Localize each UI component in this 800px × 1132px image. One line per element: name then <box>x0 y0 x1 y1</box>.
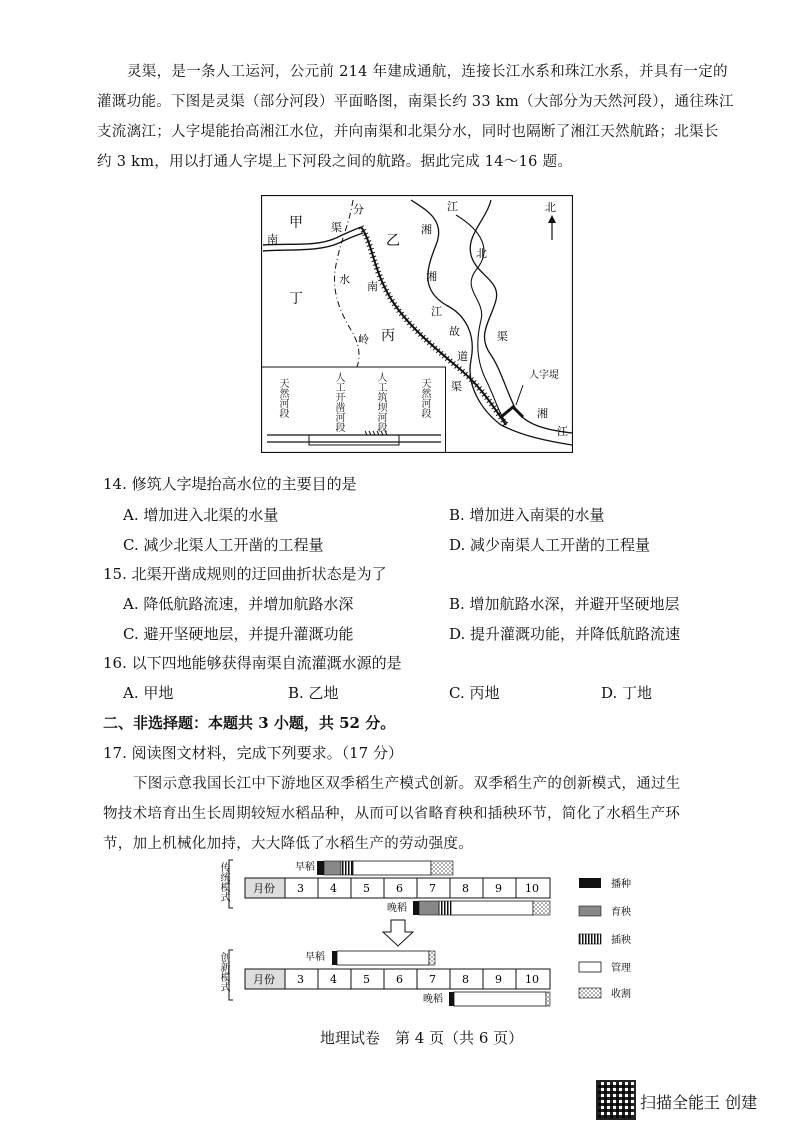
inset-label-natural-right: 天然河段 <box>419 378 430 418</box>
q17-line-2: 物技术培育出生长周期较短水稻品种，从而可以省略育秧和插秧环节，简化了水稻生产环 <box>103 806 681 822</box>
legend-harvest-label: 收割 <box>611 989 631 1000</box>
trad-late-label: 晚稻 <box>387 903 407 914</box>
innov-late-management <box>454 992 546 1006</box>
river-nanqu-upper-bank <box>263 233 363 251</box>
innovative-bracket <box>229 950 233 1000</box>
trad-month-3: 3 <box>297 882 304 895</box>
legend-sowing-label: 播种 <box>611 879 631 890</box>
trad-early-harvest <box>431 861 453 875</box>
q16-option-a[interactable]: A. 甲地 <box>123 684 174 702</box>
innov-late-label: 晚稻 <box>423 994 443 1005</box>
label-bing: 丙 <box>381 328 395 344</box>
label-nan-mid: 南 <box>367 280 378 293</box>
label-bei: 北 <box>476 247 487 260</box>
innov-early-management <box>337 951 429 965</box>
intro-line-1: 灵渠，是一条人工运河，公元前 214 年建成通航，连接长江水系和珠江水系，并具有一定的 <box>127 64 728 80</box>
north-arrow-icon <box>548 215 556 223</box>
trad-early-management <box>353 861 431 875</box>
label-yi: 乙 <box>386 233 400 249</box>
trad-month-5: 5 <box>363 882 370 895</box>
innovative-mode-label: 创新模式 <box>218 952 229 992</box>
innov-early-label: 早稻 <box>305 952 325 963</box>
label-jiang-br: 江 <box>557 425 568 438</box>
label-renzi: 人字堤 <box>529 370 559 381</box>
label-jiang-mid: 江 <box>431 305 442 318</box>
trad-month-8: 8 <box>462 882 469 895</box>
label-ling: 岭 <box>358 333 369 346</box>
innov-month-10: 10 <box>525 973 539 986</box>
innov-month-label: 月份 <box>253 973 275 986</box>
legend-sowing-swatch <box>579 878 601 888</box>
inset-label-dug: 人工开凿河段 <box>333 372 344 432</box>
q16-option-b[interactable]: B. 乙地 <box>288 684 339 702</box>
trad-early-seedling <box>324 861 341 875</box>
q14-option-a[interactable]: A. 增加进入北渠的水量 <box>123 506 279 524</box>
trad-early-transplant <box>341 861 353 875</box>
trad-late-sowing <box>413 901 419 915</box>
innov-early-harvest <box>429 951 435 965</box>
down-arrow-icon <box>383 920 413 946</box>
page-footer: 地理试卷 第 4 页（共 6 页） <box>320 1029 524 1047</box>
q17-line-3: 节，加上机械化加持，大大降低了水稻生产的劳动强度。 <box>103 836 473 852</box>
q15-option-b[interactable]: B. 增加航路水深，并避开坚硬地层 <box>449 595 680 613</box>
trad-month-9: 9 <box>495 882 502 895</box>
lingqu-map <box>261 195 573 453</box>
inset-label-dam: 人工筑坝河段 <box>375 372 386 432</box>
q16-option-d[interactable]: D. 丁地 <box>601 684 653 702</box>
xiang-river-east-bank <box>470 200 572 433</box>
label-xiang-mid: 湘 <box>426 270 437 283</box>
trad-month-label: 月份 <box>253 882 275 895</box>
q17-paragraph <box>103 769 753 859</box>
label-north: 北 <box>545 201 556 214</box>
legend-seedling-swatch <box>579 906 601 916</box>
rice-production-chart <box>213 858 673 1008</box>
q14-option-b[interactable]: B. 增加进入南渠的水量 <box>449 506 605 524</box>
renzi-pointer <box>516 385 523 405</box>
traditional-bracket <box>229 860 233 908</box>
qr-code-icon <box>596 1080 636 1120</box>
label-jia: 甲 <box>289 215 303 231</box>
label-ding: 丁 <box>289 291 303 307</box>
q14-option-c[interactable]: C. 减少北渠人工开凿的工程量 <box>123 536 324 554</box>
innov-month-4: 4 <box>330 973 337 986</box>
label-xiang-br: 湘 <box>537 407 548 420</box>
q15-option-a[interactable]: A. 降低航路流速，并增加航路水深 <box>123 595 354 613</box>
legend-management-label: 管理 <box>611 963 631 974</box>
label-qu: 渠 <box>331 221 342 234</box>
trad-month-7: 7 <box>429 882 436 895</box>
scanner-watermark: 扫描全能王 创建 <box>640 1093 758 1112</box>
legend-seedling-label: 育秧 <box>611 907 631 918</box>
label-qu2: 渠 <box>497 330 508 343</box>
q17-line-1: 下图示意我国长江中下游地区双季稻生产模式创新。双季稻生产的创新模式，通过生 <box>133 776 681 792</box>
trad-late-management <box>451 901 533 915</box>
inset-label-natural-left: 天然河段 <box>277 378 288 418</box>
legend-harvest-swatch <box>579 988 601 998</box>
trad-month-10: 10 <box>525 882 539 895</box>
question-15-stem: 15. 北渠开凿成规则的迂回曲折状态是为了 <box>103 565 387 583</box>
innov-early-sowing <box>332 951 337 965</box>
label-jiang-top: 江 <box>447 200 458 213</box>
label-gu: 故 <box>449 325 460 338</box>
q16-option-c[interactable]: C. 丙地 <box>449 684 500 702</box>
label-fen: 分 <box>353 203 364 216</box>
intro-line-4: 约 3 km，用以打通人字堤上下河段之间的航路。据此完成 14～16 题。 <box>97 154 573 170</box>
label-nan-left: 南 <box>267 233 278 246</box>
trad-month-6: 6 <box>396 882 403 895</box>
innov-late-harvest <box>546 992 550 1006</box>
trad-late-harvest <box>533 901 550 915</box>
q15-option-d[interactable]: D. 提升灌溉功能，并降低航路流速 <box>449 625 681 643</box>
q15-option-c[interactable]: C. 避开坚硬地层，并提升灌溉功能 <box>123 625 354 643</box>
innov-month-5: 5 <box>363 973 370 986</box>
trad-late-seedling <box>419 901 439 915</box>
section-2-heading: 二、非选择题：本题共 3 小题，共 52 分。 <box>103 714 396 732</box>
label-shui: 水 <box>339 273 350 286</box>
label-xiang-top: 湘 <box>421 223 432 236</box>
innov-month-9: 9 <box>495 973 502 986</box>
legend-transplant-swatch <box>579 934 601 944</box>
trad-early-label: 早稻 <box>295 862 315 873</box>
innov-month-3: 3 <box>297 973 304 986</box>
trad-early-sowing <box>317 861 324 875</box>
map-frame <box>262 196 573 453</box>
inset-channel-box <box>309 435 399 445</box>
question-14-stem: 14. 修筑人字堤抬高水位的主要目的是 <box>103 475 357 493</box>
intro-line-3: 支流漓江；人字堤能抬高湘江水位，并向南渠和北渠分水，同时也隔断了湘江天然航路；北渠长 <box>97 124 719 140</box>
renzi-dike <box>501 407 523 417</box>
innov-late-sowing <box>449 992 454 1006</box>
intro-line-2: 灌溉功能。下图是灵渠（部分河段）平面略图，南渠长约 33 km（大部分为天然河段），通往珠江 <box>97 94 734 110</box>
intro-paragraph <box>97 57 737 177</box>
q14-option-d[interactable]: D. 减少南渠人工开凿的工程量 <box>449 536 651 554</box>
label-qu3: 渠 <box>451 380 462 393</box>
question-17-stem: 17. 阅读图文材料，完成下列要求。（17 分） <box>103 744 403 762</box>
innov-month-6: 6 <box>396 973 403 986</box>
trad-late-transplant <box>439 901 451 915</box>
legend-transplant-label: 插秧 <box>611 935 631 946</box>
traditional-mode-label: 传统模式 <box>218 862 229 902</box>
trad-month-4: 4 <box>330 882 337 895</box>
label-dao: 道 <box>457 350 468 363</box>
innov-month-7: 7 <box>429 973 436 986</box>
question-16-stem: 16. 以下四地能够获得南渠自流灌溉水源的是 <box>103 654 402 672</box>
innov-month-8: 8 <box>462 973 469 986</box>
legend-management-swatch <box>579 962 601 972</box>
